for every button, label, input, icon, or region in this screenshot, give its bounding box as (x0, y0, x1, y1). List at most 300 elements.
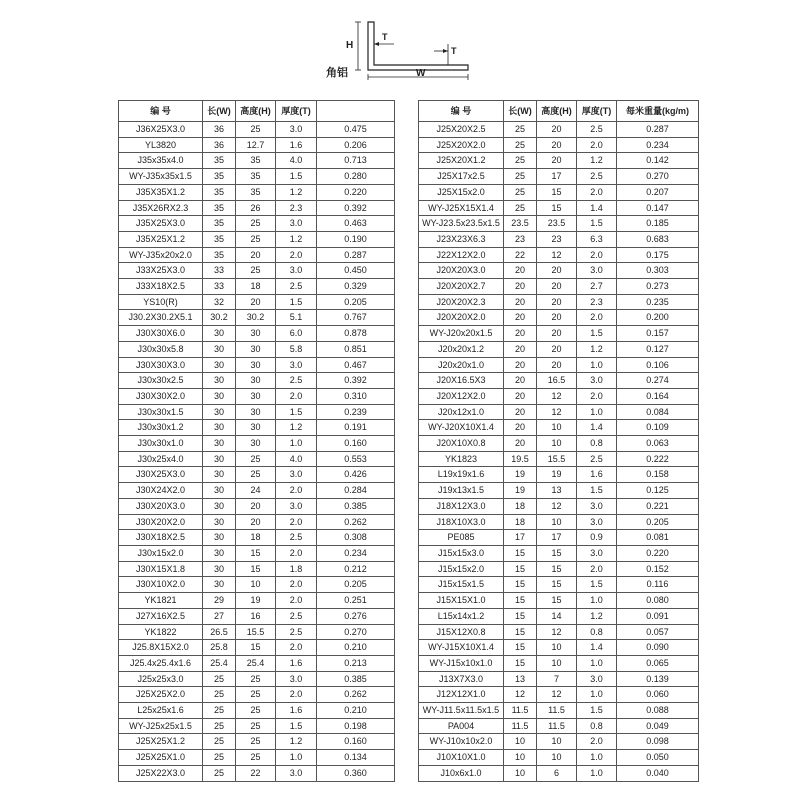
cell-thickness: 0.9 (577, 530, 617, 546)
cell-width: 30 (203, 483, 236, 499)
table-row (119, 247, 395, 263)
cell-height: 30 (236, 420, 276, 436)
cell-code: J30x30x1.5 (119, 404, 203, 420)
cell-weight: 0.088 (617, 703, 699, 719)
cell-thickness: 4.0 (276, 451, 317, 467)
cell-width: 15 (504, 655, 537, 671)
cell-thickness: 5.1 (276, 310, 317, 326)
cell-height: 25 (236, 671, 276, 687)
table-row (419, 153, 699, 169)
t-dimension-label-right: T (451, 46, 457, 56)
cell-width: 10 (504, 750, 537, 766)
table-row (419, 467, 699, 483)
cell-code: J30.2X30.2X5.1 (119, 310, 203, 326)
cell-height: 15 (537, 184, 577, 200)
cell-weight: 0.057 (617, 624, 699, 640)
cell-height: 20 (537, 326, 577, 342)
cell-code: WY-J20x20x1.5 (419, 326, 504, 342)
cell-height: 15 (537, 593, 577, 609)
cell-thickness: 1.5 (577, 703, 617, 719)
cell-width: 30 (203, 530, 236, 546)
table-row (419, 530, 699, 546)
cell-width: 30 (203, 420, 236, 436)
cell-weight: 0.040 (617, 765, 699, 781)
table-row (419, 687, 699, 703)
cell-weight: 0.157 (617, 326, 699, 342)
cell-code: J25X15x2.0 (419, 184, 504, 200)
cell-weight: 0.160 (317, 734, 395, 750)
cell-height: 10 (537, 420, 577, 436)
cell-height: 10 (236, 577, 276, 593)
cell-width: 10 (504, 765, 537, 781)
cell-thickness: 3.0 (577, 498, 617, 514)
cell-thickness: 1.6 (276, 137, 317, 153)
table-row (419, 294, 699, 310)
cell-weight: 0.287 (317, 247, 395, 263)
cell-height: 12 (537, 247, 577, 263)
cell-thickness: 1.6 (276, 655, 317, 671)
cell-weight: 0.767 (317, 310, 395, 326)
cell-code: WY-J23.5x23.5x1.5 (419, 216, 504, 232)
cell-height: 20 (236, 247, 276, 263)
table-row (119, 608, 395, 624)
cell-height: 20 (537, 341, 577, 357)
cell-weight: 0.450 (317, 263, 395, 279)
cell-width: 33 (203, 279, 236, 295)
spec-table-left (118, 100, 395, 782)
cell-weight: 0.426 (317, 467, 395, 483)
table-row (419, 671, 699, 687)
cell-width: 25.8 (203, 640, 236, 656)
cell-thickness: 2.0 (577, 561, 617, 577)
table-row (419, 341, 699, 357)
cell-code: J18X12X3.0 (419, 498, 504, 514)
cell-thickness: 1.2 (276, 420, 317, 436)
table-row (419, 279, 699, 295)
cell-width: 27 (203, 608, 236, 624)
cell-thickness: 1.0 (577, 357, 617, 373)
cell-width: 30 (203, 577, 236, 593)
cell-code: J36X25X3.0 (119, 122, 203, 138)
cell-height: 35 (236, 169, 276, 185)
cell-code: J25x25x3.0 (119, 671, 203, 687)
cell-width: 30 (203, 561, 236, 577)
cell-weight: 0.205 (317, 577, 395, 593)
cell-width: 19 (504, 467, 537, 483)
cell-code: WY-J15X10X1.4 (419, 640, 504, 656)
cell-thickness: 0.8 (577, 624, 617, 640)
cell-code: J20X10X0.8 (419, 436, 504, 452)
cell-thickness: 1.2 (577, 341, 617, 357)
cell-thickness: 3.0 (276, 357, 317, 373)
cell-thickness: 3.0 (577, 263, 617, 279)
cell-thickness: 5.8 (276, 341, 317, 357)
cell-weight: 0.134 (317, 750, 395, 766)
cell-code: J30X25X3.0 (119, 467, 203, 483)
cell-height: 12 (537, 404, 577, 420)
cell-weight: 0.142 (617, 153, 699, 169)
cell-code: J12X12X1.0 (419, 687, 504, 703)
cell-thickness: 1.6 (577, 467, 617, 483)
table-row (419, 216, 699, 232)
table-row (419, 593, 699, 609)
cell-code: WY-J20X10X1.4 (419, 420, 504, 436)
cell-width: 25 (504, 122, 537, 138)
cell-weight: 0.063 (617, 436, 699, 452)
table-row (419, 404, 699, 420)
cell-height: 20 (537, 279, 577, 295)
cell-code: J10x6x1.0 (419, 765, 504, 781)
cell-weight: 0.221 (617, 498, 699, 514)
cell-code: J25X20X1.2 (419, 153, 504, 169)
cell-width: 25 (203, 718, 236, 734)
cell-height: 16 (236, 608, 276, 624)
cell-height: 11.5 (537, 718, 577, 734)
cell-weight: 0.080 (617, 593, 699, 609)
cell-width: 30 (203, 451, 236, 467)
cell-width: 20 (504, 388, 537, 404)
cell-height: 17 (537, 169, 577, 185)
cell-thickness: 2.5 (276, 279, 317, 295)
cell-width: 32 (203, 294, 236, 310)
cell-weight: 0.262 (317, 514, 395, 530)
cell-weight: 0.276 (317, 608, 395, 624)
table-header-row (419, 101, 699, 122)
cell-width: 30 (203, 404, 236, 420)
cell-weight: 0.152 (617, 561, 699, 577)
cell-code: J20X12X2.0 (419, 388, 504, 404)
cell-code: J35X26RX2.3 (119, 200, 203, 216)
cell-thickness: 2.0 (577, 184, 617, 200)
table-row (419, 451, 699, 467)
table-row (119, 169, 395, 185)
cell-weight: 0.090 (617, 640, 699, 656)
cell-thickness: 1.4 (577, 420, 617, 436)
cell-weight: 0.139 (617, 671, 699, 687)
cell-weight: 0.205 (617, 514, 699, 530)
cell-weight: 0.683 (617, 231, 699, 247)
cell-code: J15x15x2.0 (419, 561, 504, 577)
cell-code: YK1822 (119, 624, 203, 640)
cell-weight: 0.160 (317, 436, 395, 452)
cell-height: 16.5 (537, 373, 577, 389)
cell-height: 15 (236, 545, 276, 561)
cell-weight: 0.239 (317, 404, 395, 420)
cell-weight: 0.234 (617, 137, 699, 153)
table-row (119, 703, 395, 719)
cell-weight: 0.065 (617, 655, 699, 671)
cell-height: 15 (537, 577, 577, 593)
cell-height: 25.4 (236, 655, 276, 671)
cell-code: WY-J15x10x1.0 (419, 655, 504, 671)
cell-width: 20 (504, 341, 537, 357)
cell-weight: 0.127 (617, 341, 699, 357)
cell-weight: 0.262 (317, 687, 395, 703)
cell-code: J30x30x5.8 (119, 341, 203, 357)
cell-code: J27X16X2.5 (119, 608, 203, 624)
cell-height: 10 (537, 436, 577, 452)
cell-width: 15 (504, 640, 537, 656)
cell-height: 19 (236, 593, 276, 609)
cell-weight: 0.235 (617, 294, 699, 310)
table-row (119, 687, 395, 703)
cell-width: 30 (203, 326, 236, 342)
cell-width: 35 (203, 200, 236, 216)
cell-width: 23.5 (504, 216, 537, 232)
cell-height: 15 (537, 200, 577, 216)
cell-code: J18X10X3.0 (419, 514, 504, 530)
cell-thickness: 2.0 (276, 687, 317, 703)
table-row (419, 577, 699, 593)
cell-height: 30.2 (236, 310, 276, 326)
cell-thickness: 3.0 (276, 216, 317, 232)
cell-height: 11.5 (537, 703, 577, 719)
cell-thickness: 0.8 (577, 436, 617, 452)
cell-code: J20X20X2.3 (419, 294, 504, 310)
cell-weight: 0.060 (617, 687, 699, 703)
table-row (419, 436, 699, 452)
cell-thickness: 1.0 (577, 765, 617, 781)
cell-thickness: 3.0 (276, 671, 317, 687)
table-row (419, 184, 699, 200)
cell-weight: 0.116 (617, 577, 699, 593)
diagram-caption: 角铝 (326, 67, 348, 79)
cell-thickness: 1.0 (577, 750, 617, 766)
cell-code: J30x30x2.5 (119, 373, 203, 389)
table-row (119, 451, 395, 467)
cell-thickness: 1.5 (276, 718, 317, 734)
cell-width: 35 (203, 216, 236, 232)
cell-height: 25 (236, 122, 276, 138)
cell-code: J25X20X2.5 (419, 122, 504, 138)
cell-width: 20 (504, 404, 537, 420)
cell-height: 20 (537, 294, 577, 310)
cell-weight: 0.713 (317, 153, 395, 169)
cell-width: 25 (504, 184, 537, 200)
cell-code: PA004 (419, 718, 504, 734)
table-row (119, 671, 395, 687)
cell-height: 20 (537, 122, 577, 138)
cell-width: 30 (203, 373, 236, 389)
cell-width: 26.5 (203, 624, 236, 640)
cell-thickness: 2.0 (276, 514, 317, 530)
cell-width: 20 (504, 279, 537, 295)
cell-weight: 0.234 (317, 545, 395, 561)
cell-thickness: 2.0 (577, 388, 617, 404)
cell-weight: 0.274 (617, 373, 699, 389)
cell-height: 30 (236, 326, 276, 342)
table-row (419, 498, 699, 514)
cell-height: 12 (537, 687, 577, 703)
table-row (119, 577, 395, 593)
cell-code: J25.8X15X2.0 (119, 640, 203, 656)
cell-code: J30x30x1.2 (119, 420, 203, 436)
cell-thickness: 2.5 (276, 624, 317, 640)
cell-code: J35X25X3.0 (119, 216, 203, 232)
cell-width: 22 (504, 247, 537, 263)
cell-weight: 0.207 (617, 184, 699, 200)
cell-code: J23X23X6.3 (419, 231, 504, 247)
cell-weight: 0.212 (317, 561, 395, 577)
cell-height: 26 (236, 200, 276, 216)
header-thickness: 厚度(T) (577, 101, 617, 122)
cell-code: WY-J25x25x1.5 (119, 718, 203, 734)
cell-width: 30 (203, 514, 236, 530)
table-row (119, 655, 395, 671)
table-row (419, 169, 699, 185)
cell-code: J20X16.5X3 (419, 373, 504, 389)
table-row (119, 467, 395, 483)
table-row (119, 593, 395, 609)
cell-thickness: 2.0 (276, 593, 317, 609)
table-row (419, 326, 699, 342)
cell-width: 18 (504, 498, 537, 514)
cell-thickness: 3.0 (577, 373, 617, 389)
cell-height: 35 (236, 184, 276, 200)
cell-width: 30 (203, 498, 236, 514)
cell-height: 12.7 (236, 137, 276, 153)
cell-height: 15 (236, 561, 276, 577)
cell-weight: 0.210 (317, 703, 395, 719)
cell-height: 25 (236, 216, 276, 232)
cell-code: J30X20X2.0 (119, 514, 203, 530)
cell-weight: 0.220 (617, 545, 699, 561)
table-row (119, 137, 395, 153)
cell-width: 25 (203, 750, 236, 766)
cell-weight: 0.463 (317, 216, 395, 232)
cell-weight: 0.220 (317, 184, 395, 200)
cell-weight: 0.098 (617, 734, 699, 750)
cell-thickness: 2.5 (276, 608, 317, 624)
cell-height: 25 (236, 687, 276, 703)
cell-width: 30 (203, 467, 236, 483)
table-row (119, 498, 395, 514)
cell-thickness: 1.2 (276, 734, 317, 750)
cell-code: YS10(R) (119, 294, 203, 310)
cell-width: 20 (504, 326, 537, 342)
cell-weight: 0.273 (617, 279, 699, 295)
cell-height: 18 (236, 530, 276, 546)
cell-width: 19 (504, 483, 537, 499)
cell-thickness: 2.5 (577, 122, 617, 138)
cell-code: J30X24X2.0 (119, 483, 203, 499)
cell-width: 20 (504, 420, 537, 436)
table-row (119, 404, 395, 420)
table-row (119, 530, 395, 546)
cell-height: 23 (537, 231, 577, 247)
cell-thickness: 1.5 (577, 483, 617, 499)
cell-height: 30 (236, 357, 276, 373)
cell-height: 30 (236, 341, 276, 357)
cell-weight: 0.125 (617, 483, 699, 499)
cell-code: J35X35X1.2 (119, 184, 203, 200)
cell-weight: 0.049 (617, 718, 699, 734)
cell-code: WY-J35x35x1.5 (119, 169, 203, 185)
table-row (419, 357, 699, 373)
table-row (419, 388, 699, 404)
cell-thickness: 1.6 (276, 703, 317, 719)
cell-height: 20 (236, 294, 276, 310)
cell-width: 30 (203, 357, 236, 373)
cell-height: 10 (537, 655, 577, 671)
cell-code: J30X18X2.5 (119, 530, 203, 546)
cell-code: J35x35x4.0 (119, 153, 203, 169)
cell-weight: 0.050 (617, 750, 699, 766)
cell-weight: 0.191 (317, 420, 395, 436)
cell-thickness: 2.0 (577, 310, 617, 326)
cell-height: 30 (236, 404, 276, 420)
cell-height: 25 (236, 703, 276, 719)
cell-height: 23.5 (537, 216, 577, 232)
cell-width: 25 (504, 153, 537, 169)
cell-width: 10 (504, 734, 537, 750)
table-row (119, 310, 395, 326)
table-row (419, 420, 699, 436)
table-row (419, 561, 699, 577)
cell-thickness: 1.0 (577, 655, 617, 671)
cell-height: 12 (537, 624, 577, 640)
cell-thickness: 1.5 (276, 169, 317, 185)
cell-weight: 0.851 (317, 341, 395, 357)
cell-code: J20x12x1.0 (419, 404, 504, 420)
cell-height: 10 (537, 734, 577, 750)
table-row (119, 263, 395, 279)
cell-thickness: 1.5 (577, 577, 617, 593)
table-row (419, 231, 699, 247)
cell-thickness: 2.5 (577, 169, 617, 185)
cell-code: J25X22X3.0 (119, 765, 203, 781)
cell-code: J20x20x1.0 (419, 357, 504, 373)
cell-height: 25 (236, 734, 276, 750)
cell-weight: 0.385 (317, 498, 395, 514)
cell-code: J15x15x3.0 (419, 545, 504, 561)
cell-weight: 0.287 (617, 122, 699, 138)
cell-weight: 0.251 (317, 593, 395, 609)
table-row (419, 718, 699, 734)
table-row (119, 341, 395, 357)
table-row (419, 765, 699, 781)
table-row (119, 420, 395, 436)
cell-height: 19 (537, 467, 577, 483)
cell-thickness: 2.0 (276, 388, 317, 404)
cell-width: 25 (203, 765, 236, 781)
cell-width: 20 (504, 357, 537, 373)
table-row (119, 750, 395, 766)
cell-thickness: 1.0 (577, 404, 617, 420)
cell-code: WY-J35x20x2.0 (119, 247, 203, 263)
cell-weight: 0.200 (617, 310, 699, 326)
table-header-row (119, 101, 395, 122)
cell-thickness: 1.5 (577, 216, 617, 232)
cell-width: 25 (203, 671, 236, 687)
cell-code: YK1821 (119, 593, 203, 609)
cell-code: L19x19x1.6 (419, 467, 504, 483)
cell-width: 11.5 (504, 703, 537, 719)
h-dimension-label: H (346, 40, 354, 51)
cell-thickness: 2.0 (577, 734, 617, 750)
cell-code: J25X25X1.0 (119, 750, 203, 766)
cell-width: 11.5 (504, 718, 537, 734)
cell-code: J19x13x1.5 (419, 483, 504, 499)
cell-thickness: 1.2 (276, 231, 317, 247)
table-row (419, 483, 699, 499)
cell-thickness: 1.0 (577, 593, 617, 609)
cell-thickness: 1.2 (276, 184, 317, 200)
cell-code: YL3820 (119, 137, 203, 153)
cell-thickness: 2.0 (577, 247, 617, 263)
cell-code: J22X12X2.0 (419, 247, 504, 263)
cell-code: YK1823 (419, 451, 504, 467)
